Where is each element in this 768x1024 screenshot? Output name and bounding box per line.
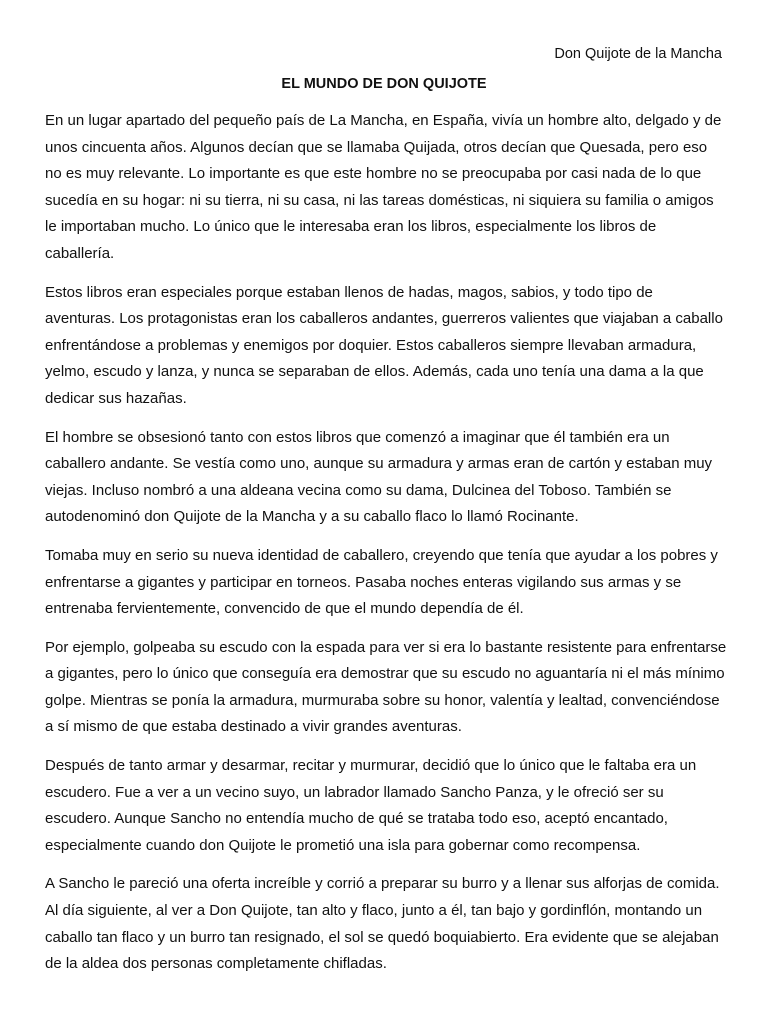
document-title: EL MUNDO DE DON QUIJOTE [281, 76, 487, 92]
running-header: Don Quijote de la Mancha [554, 46, 722, 62]
paragraph: El hombre se obsesionó tanto con estos libros que comenzó a imaginar que él también era un caballero andante. Se vestía como uno, aunque su armadura y armas eran de cartón y estaban muy viejas. Incluso nombró a una aldeana vecina como su dama, Dulcinea del Toboso. También se autodenominó don Quijote de la Mancha y a su caballo flaco lo llamó Rocinante. [45, 428, 713, 526]
paragraph: En un lugar apartado del pequeño país de La Mancha, en España, vivía un hombre alto, delgado y de unos cincuenta años. Algunos decían que se llamaba Quijada, otros decían que Quesada, pero eso no es muy relevante. Lo importante es que este hombre no se preocupaba por casi nada de lo que sucedía en su hogar: ni su tierra, ni su casa, ni las tareas domésticas, ni siquiera su familia o amigos le importaban mucho. Lo único que le interesaba eran los libros, especialmente los libros de caballería. [45, 112, 722, 262]
document-body [45, 108, 727, 990]
paragraph: Tomaba muy en serio su nueva identidad de caballero, creyendo que tenía que ayudar a los pobres y enfrentarse a gigantes y participar en torneos. Pasaba noches enteras vigilando sus armas y se entrenaba fervientemente, convencido de que el mundo dependía de él. [45, 546, 718, 618]
paragraph: A Sancho le pareció una oferta increíble y corrió a preparar su burro y a llenar sus alforjas de comida. Al día siguiente, al ver a Don Quijote, tan alto y flaco, junto a él, tan bajo y gordinflón, montando un caballo tan flaco y un burro tan resignado, el sol se quedó boquiabierto. Era evidente que se alejaban de la aldea dos personas completamente chifladas. [45, 875, 720, 973]
paragraph: Después de tanto armar y desarmar, recitar y murmurar, decidió que lo único que le faltaba era un escudero. Fue a ver a un vecino suyo, un labrador llamado Sancho Panza, y le ofreció ser su escudero. Aunque Sancho no entendía mucho de qué se trataba todo eso, aceptó encantado, especialmente cuando don Quijote le prometió una isla para gobernar como recompensa. [45, 757, 697, 854]
paragraph: Estos libros eran especiales porque estaban llenos de hadas, magos, sabios, y todo tipo de aventuras. Los protagonistas eran los caballeros andantes, guerreros valientes que viajaban a caballo enfrentándose a problemas y enemigos por doquier. Estos caballeros siempre llevaban armadura, yelmo, escudo y lanza, y nunca se separaban de ellos. Además, cada uno tenía una dama a la que dedicar sus hazañas. [45, 283, 723, 407]
paragraph: Por ejemplo, golpeaba su escudo con la espada para ver si era lo bastante resistente para enfrentarse a gigantes, pero lo único que conseguía era demostrar que su escudo no aguantaría ni el más mínimo golpe. Mientras se ponía la armadura, murmuraba sobre su honor, valentía y lealtad, convenciéndose a sí mismo de que estaba destinado a vivir grandes aventuras. [45, 638, 727, 736]
